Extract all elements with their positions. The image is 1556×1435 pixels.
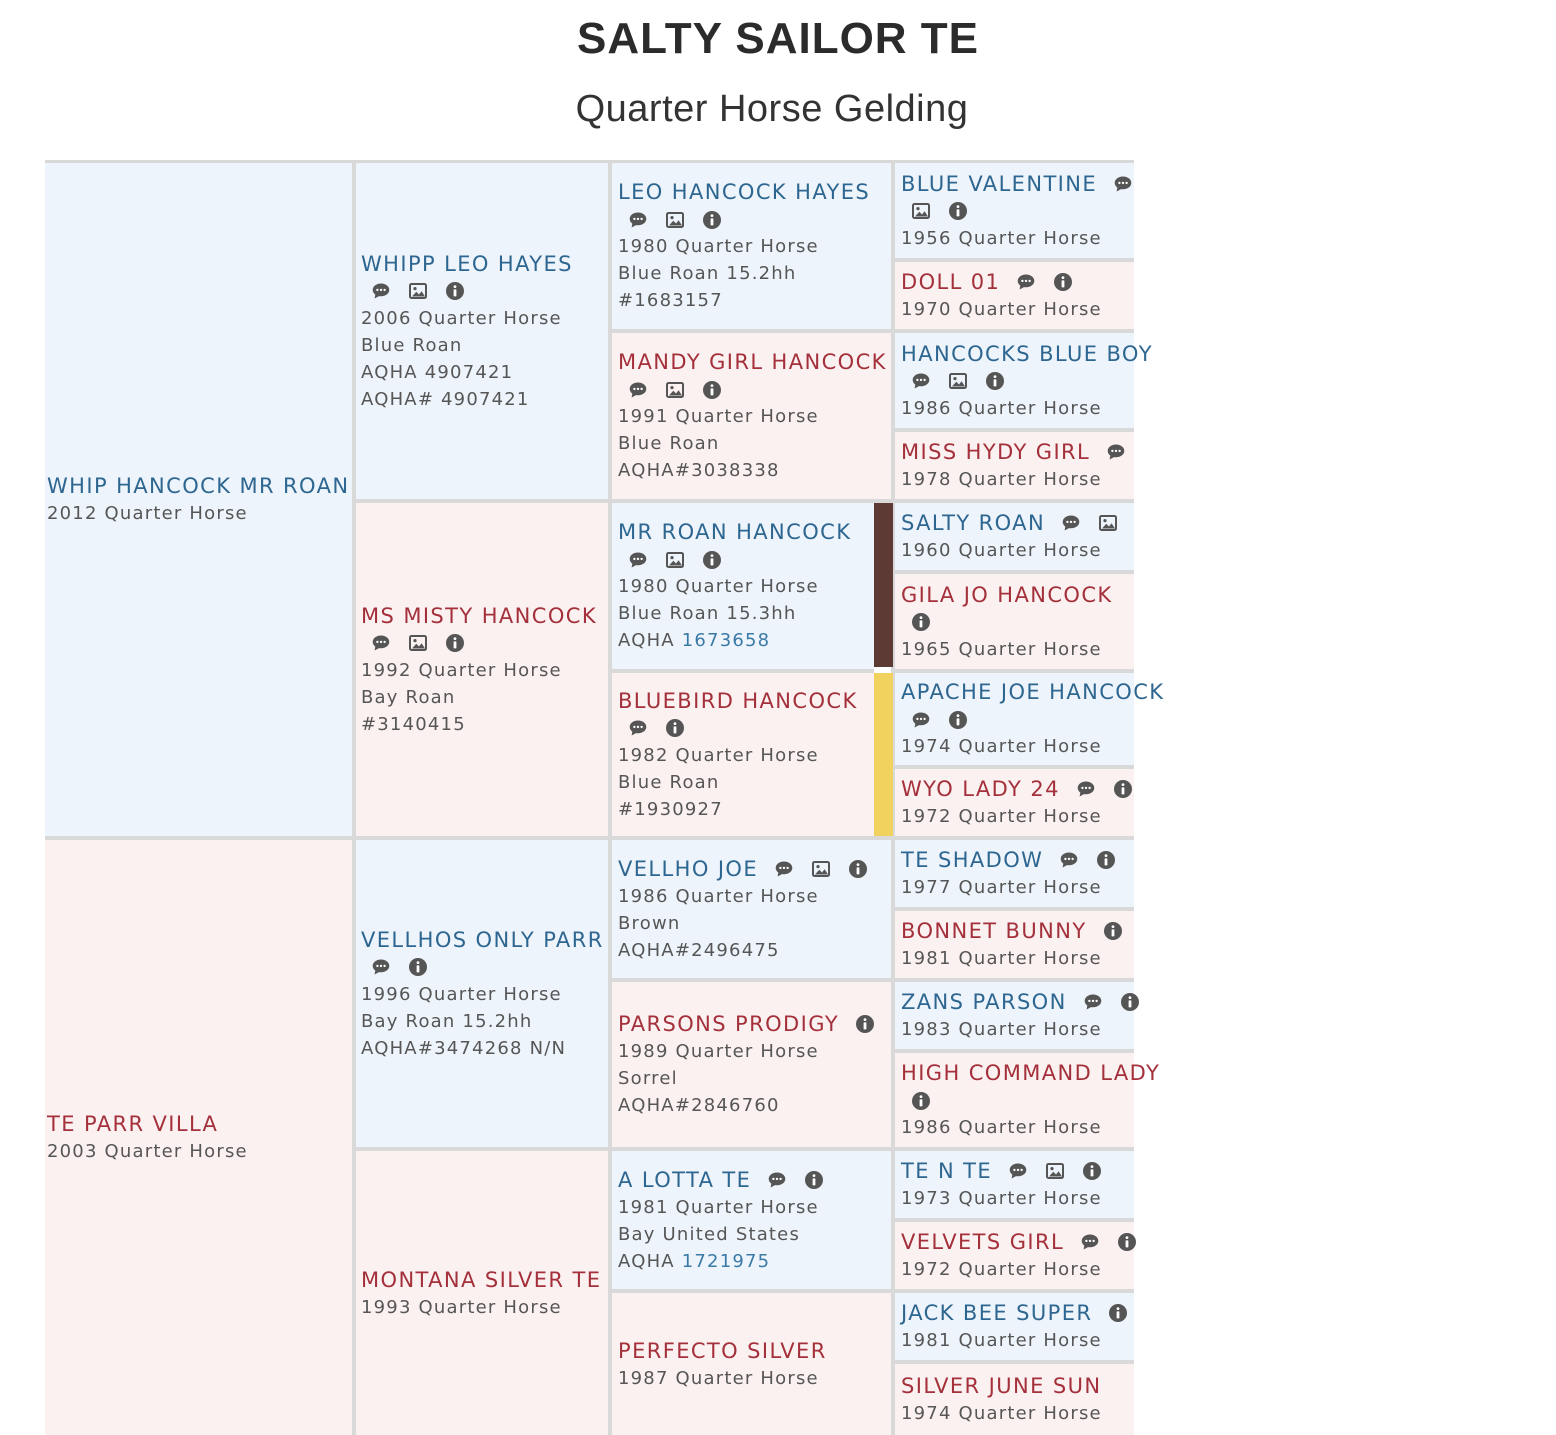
comment-icon[interactable]	[628, 718, 648, 738]
horse-details: 1972 Quarter Horse	[901, 806, 1102, 827]
comment-icon[interactable]	[1061, 513, 1081, 533]
info-icon[interactable]	[1113, 779, 1133, 799]
pedigree-g4-3[interactable]	[895, 333, 1153, 428]
horse-color: Bay Roan	[361, 686, 456, 708]
horse-name[interactable]: WHIP HANCOCK MR ROAN	[47, 474, 350, 498]
horse-registration: #3140415	[361, 713, 466, 735]
pedigree-g3-1[interactable]	[612, 163, 891, 329]
image-icon[interactable]	[665, 380, 685, 400]
horse-details: 1986 Quarter Horse	[618, 885, 819, 907]
horse-details: 2006 Quarter Horse	[361, 307, 562, 329]
horse-details: 1977 Quarter Horse	[901, 877, 1102, 898]
horse-details: 1982 Quarter Horse	[618, 744, 819, 766]
horse-details: 1974 Quarter Horse	[901, 1403, 1102, 1424]
comment-icon[interactable]	[1113, 174, 1133, 194]
horse-name[interactable]: JACK BEE SUPER	[901, 1301, 1093, 1325]
pedigree-g4-5[interactable]	[895, 503, 1134, 570]
pedigree-g4-15[interactable]	[895, 1293, 1134, 1360]
horse-details: 1987 Quarter Horse	[618, 1367, 819, 1389]
comment-icon[interactable]	[1080, 1232, 1100, 1252]
horse-registration: AQHA 4907421	[361, 361, 514, 383]
pedigree-g4-8[interactable]	[895, 769, 1134, 836]
info-icon[interactable]	[1117, 1232, 1137, 1252]
registration-link[interactable]: 1721975	[681, 1250, 771, 1272]
horse-details: 1981 Quarter Horse	[901, 948, 1102, 969]
info-icon[interactable]	[1108, 1303, 1128, 1323]
horse-name[interactable]: HIGH COMMAND LADY	[901, 1061, 1161, 1085]
comment-icon[interactable]	[1016, 272, 1036, 292]
pedigree-sire-dam[interactable]	[356, 503, 608, 836]
horse-details: 1978 Quarter Horse	[901, 469, 1102, 490]
horse-registration: AQHA#2496475	[618, 939, 780, 961]
registration-link[interactable]: 1673658	[681, 630, 771, 651]
horse-details: 1973 Quarter Horse	[901, 1188, 1102, 1209]
info-icon[interactable]	[855, 1014, 875, 1034]
horse-details: 1983 Quarter Horse	[901, 1019, 1102, 1040]
pedigree-g4-9[interactable]	[895, 840, 1134, 907]
horse-name[interactable]: MR ROAN HANCOCK	[618, 520, 852, 544]
horse-name[interactable]: ZANS PARSON	[901, 990, 1067, 1014]
horse-name[interactable]: GILA JO HANCOCK	[901, 582, 1113, 607]
info-icon[interactable]	[1053, 272, 1073, 292]
comment-icon[interactable]	[774, 859, 794, 879]
info-icon[interactable]	[985, 371, 1005, 391]
horse-name[interactable]: WHIPP LEO HAYES	[361, 251, 573, 276]
pedigree-g3-6[interactable]	[612, 982, 891, 1147]
horse-name[interactable]: MANDY GIRL HANCOCK	[618, 350, 887, 374]
info-icon[interactable]	[1120, 992, 1140, 1012]
pedigree-dam[interactable]	[45, 840, 352, 1435]
horse-color: Sorrel	[618, 1068, 678, 1089]
horse-name[interactable]: SILVER JUNE SUN	[901, 1374, 1102, 1398]
page-title: SALTY SAILOR TE	[576, 14, 980, 63]
horse-name[interactable]: MONTANA SILVER TE	[361, 1267, 602, 1292]
horse-color: Blue Roan	[618, 771, 720, 793]
image-icon[interactable]	[1045, 1161, 1065, 1181]
horse-registration: #1930927	[618, 798, 723, 820]
horse-details: 1986 Quarter Horse	[901, 397, 1102, 419]
pedigree-g4-12[interactable]	[895, 1053, 1161, 1147]
image-icon[interactable]	[665, 550, 685, 570]
horse-name[interactable]: VELVETS GIRL	[901, 1230, 1065, 1254]
comment-icon[interactable]	[371, 281, 391, 301]
horse-details: 1970 Quarter Horse	[901, 299, 1102, 320]
info-icon[interactable]	[1103, 921, 1123, 941]
image-icon[interactable]	[1098, 513, 1118, 533]
image-icon[interactable]	[408, 281, 428, 301]
horse-color: Bay Roan 15.2hh	[361, 1010, 533, 1032]
horse-color: Blue Roan	[618, 433, 720, 454]
info-icon[interactable]	[445, 633, 465, 653]
horse-name[interactable]: TE N TE	[901, 1159, 993, 1183]
comment-icon[interactable]	[911, 371, 931, 391]
color-bar-brown	[874, 503, 893, 667]
pedigree-g4-4[interactable]	[895, 432, 1134, 499]
pedigree-g3-3[interactable]	[612, 503, 874, 669]
pedigree-g3-5[interactable]	[612, 840, 891, 978]
horse-details: 1981 Quarter Horse	[618, 1196, 819, 1218]
horse-details: 1986 Quarter Horse	[901, 1117, 1102, 1138]
horse-registration	[618, 1248, 891, 1275]
horse-name[interactable]: PERFECTO SILVER	[618, 1338, 827, 1363]
comment-icon[interactable]	[371, 957, 391, 977]
pedigree-g3-4[interactable]	[612, 673, 874, 836]
horse-details: 2012 Quarter Horse	[47, 503, 248, 524]
info-icon[interactable]	[445, 281, 465, 301]
horse-details: 1996 Quarter Horse	[361, 983, 562, 1005]
pedigree-sire-sire[interactable]	[356, 163, 608, 499]
comment-icon[interactable]	[1059, 850, 1079, 870]
comment-icon[interactable]	[1106, 442, 1126, 462]
horse-details: 1965 Quarter Horse	[901, 638, 1102, 660]
image-icon[interactable]	[911, 201, 931, 221]
horse-name[interactable]: MISS HYDY GIRL	[901, 440, 1091, 464]
horse-registration: #1683157	[618, 290, 723, 311]
info-icon[interactable]	[702, 550, 722, 570]
pedigree-sire[interactable]	[45, 163, 352, 836]
info-icon[interactable]	[848, 859, 868, 879]
horse-details: 1972 Quarter Horse	[901, 1259, 1102, 1280]
image-icon[interactable]	[408, 633, 428, 653]
horse-details: 1989 Quarter Horse	[618, 1041, 819, 1062]
comment-icon[interactable]	[1083, 992, 1103, 1012]
horse-registration: AQHA# 4907421	[361, 388, 530, 410]
registration-prefix: AQHA	[618, 1250, 682, 1272]
pedigree-g3-2[interactable]	[612, 333, 891, 499]
comment-icon[interactable]	[1008, 1161, 1028, 1181]
horse-details: 1980 Quarter Horse	[618, 236, 819, 257]
pedigree-dam-dam[interactable]	[356, 1151, 608, 1435]
pedigree-g4-1[interactable]	[895, 163, 1134, 258]
horse-registration: AQHA#3474268 N/N	[361, 1037, 567, 1059]
image-icon[interactable]	[948, 371, 968, 391]
horse-details: 1991 Quarter Horse	[618, 406, 819, 427]
horse-color: Blue Roan	[361, 334, 463, 356]
horse-name[interactable]: TE SHADOW	[901, 848, 1044, 872]
info-icon[interactable]	[948, 710, 968, 730]
horse-details: 1974 Quarter Horse	[901, 736, 1102, 757]
pedigree-g4-13[interactable]	[895, 1151, 1134, 1218]
comment-icon[interactable]	[628, 550, 648, 570]
pedigree-g4-2[interactable]	[895, 262, 1134, 329]
comment-icon[interactable]	[628, 210, 648, 230]
info-icon[interactable]	[1082, 1161, 1102, 1181]
horse-color: Blue Roan 15.2hh	[618, 263, 797, 284]
info-icon[interactable]	[804, 1170, 824, 1190]
registration-prefix: AQHA	[618, 630, 682, 651]
pedigree-g4-10[interactable]	[895, 911, 1134, 978]
horse-details: 1981 Quarter Horse	[901, 1330, 1102, 1351]
pedigree-g4-6[interactable]	[895, 574, 1134, 669]
page-subtitle: Quarter Horse Gelding	[575, 88, 969, 130]
pedigree-g3-8[interactable]	[612, 1293, 891, 1435]
horse-registration	[618, 627, 874, 654]
horse-details: 1993 Quarter Horse	[361, 1296, 562, 1318]
horse-details: 1992 Quarter Horse	[361, 659, 562, 681]
horse-name[interactable]: BONNET BUNNY	[901, 919, 1087, 943]
horse-name[interactable]: VELLHOS ONLY PARR	[361, 927, 604, 952]
horse-name[interactable]: BLUE VALENTINE	[901, 171, 1098, 196]
horse-name[interactable]: VELLHO JOE	[618, 856, 759, 881]
horse-name[interactable]: SALTY ROAN	[901, 511, 1046, 535]
pedigree-g3-7[interactable]	[612, 1151, 891, 1289]
horse-color: Brown	[618, 912, 681, 934]
pedigree-chart	[45, 160, 1165, 1432]
info-icon[interactable]	[911, 612, 931, 632]
horse-color: Blue Roan 15.3hh	[618, 603, 797, 624]
horse-registration: AQHA#2846760	[618, 1095, 780, 1116]
info-icon[interactable]	[702, 210, 722, 230]
horse-details: 1956 Quarter Horse	[901, 227, 1102, 249]
horse-name[interactable]: LEO HANCOCK HAYES	[618, 180, 871, 204]
info-icon[interactable]	[408, 957, 428, 977]
comment-icon[interactable]	[628, 380, 648, 400]
info-icon[interactable]	[911, 1091, 931, 1111]
horse-name[interactable]: TE PARR VILLA	[47, 1112, 219, 1136]
horse-name[interactable]: DOLL 01	[901, 270, 1001, 294]
horse-name[interactable]: APACHE JOE HANCOCK	[901, 680, 1165, 704]
info-icon[interactable]	[702, 380, 722, 400]
horse-name[interactable]: HANCOCKS BLUE BOY	[901, 341, 1153, 366]
info-icon[interactable]	[1096, 850, 1116, 870]
pedigree-g4-16[interactable]	[895, 1364, 1134, 1435]
horse-name[interactable]: PARSONS PRODIGY	[618, 1012, 840, 1036]
image-icon[interactable]	[665, 210, 685, 230]
info-icon[interactable]	[948, 201, 968, 221]
horse-registration: AQHA#3038338	[618, 460, 780, 481]
info-icon[interactable]	[665, 718, 685, 738]
horse-name[interactable]: A LOTTA TE	[618, 1167, 752, 1192]
comment-icon[interactable]	[1076, 779, 1096, 799]
horse-details: 1980 Quarter Horse	[618, 576, 819, 597]
horse-name[interactable]: MS MISTY HANCOCK	[361, 603, 597, 628]
horse-color: Bay United States	[618, 1223, 801, 1245]
pedigree-g4-14[interactable]	[895, 1222, 1134, 1289]
horse-name[interactable]: WYO LADY 24	[901, 777, 1060, 801]
horse-details: 2003 Quarter Horse	[47, 1141, 248, 1162]
pedigree-g4-11[interactable]	[895, 982, 1134, 1049]
pedigree-dam-sire[interactable]	[356, 840, 608, 1147]
horse-name[interactable]: BLUEBIRD HANCOCK	[618, 688, 858, 713]
comment-icon[interactable]	[371, 633, 391, 653]
comment-icon[interactable]	[767, 1170, 787, 1190]
color-bar-yellow	[874, 673, 893, 836]
image-icon[interactable]	[811, 859, 831, 879]
comment-icon[interactable]	[911, 710, 931, 730]
horse-details: 1960 Quarter Horse	[901, 540, 1102, 561]
pedigree-g4-7[interactable]	[895, 673, 1165, 765]
